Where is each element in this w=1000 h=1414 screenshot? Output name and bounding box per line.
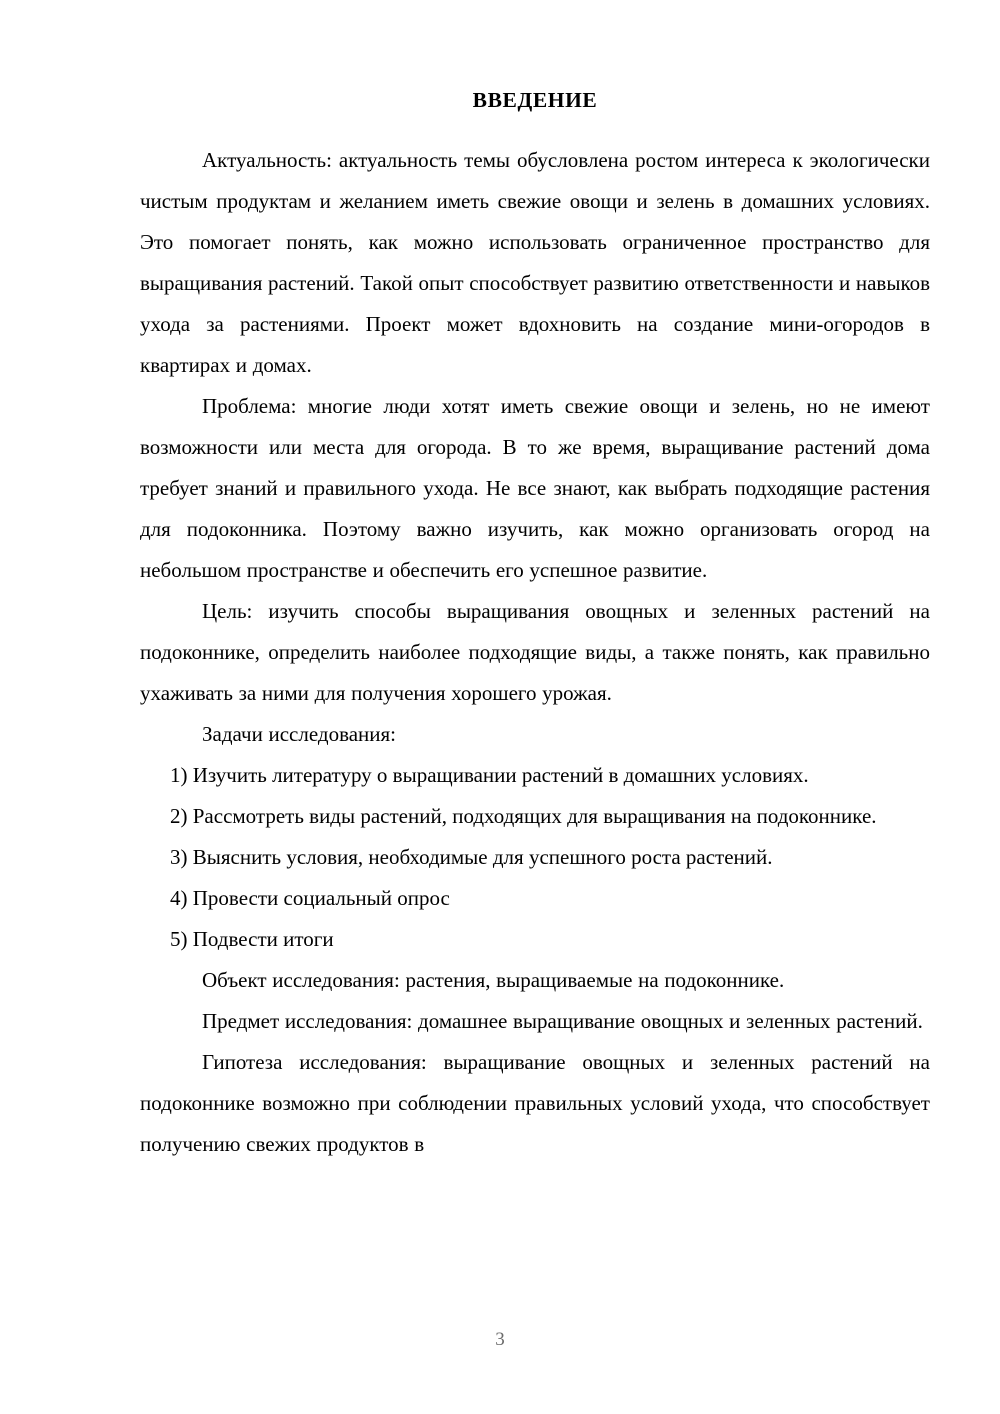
page-number: 3 bbox=[495, 1329, 505, 1350]
paragraph-tasks-heading: Задачи исследования: bbox=[202, 721, 396, 746]
paragraph-goal: Цель: изучить способы выращивания овощных и зеленных растений на подоконнике, определить наиболее подходящие виды, а также понять, как правильно ухаживать за ними для получения хорошего урожая. bbox=[140, 598, 930, 705]
task-item-3: 3) Выяснить условия, необходимые для успешного роста растений. bbox=[170, 844, 773, 869]
page-title: ВВЕДЕНИЕ bbox=[472, 88, 598, 112]
paragraph-object: Объект исследования: растения, выращиваемые на подоконнике. bbox=[202, 967, 785, 992]
task-item-4: 4) Провести социальный опрос bbox=[170, 885, 450, 910]
page-content bbox=[140, 88, 930, 1165]
task-item-5: 5) Подвести итоги bbox=[170, 926, 334, 951]
paragraph-problem: Проблема: многие люди хотят иметь свежие овощи и зелень, но не имеют возможности или места для огорода. В то же время, выращивание растений дома требует знаний и правильного ухода. Не все знают, как выбрать подходящие растения для подоконника. Поэтому важно изучить, как можно организовать огород на небольшом пространстве и обеспечить его успешное развитие. bbox=[140, 393, 930, 582]
paragraph-subject: Предмет исследования: домашнее выращивание овощных и зеленных растений. bbox=[202, 1008, 923, 1033]
paragraph-hypothesis: Гипотеза исследования: выращивание овощных и зеленных растений на подоконнике возможно при соблюдении правильных условий ухода, что способствует получению свежих продуктов в bbox=[140, 1049, 930, 1156]
paragraph-relevance: Актуальность: актуальность темы обусловлена ростом интереса к экологически чистым продуктам и желанием иметь свежие овощи и зелень в домашних условиях. Это помогает понять, как можно использовать ограниченное пространство для выращивания растений. Такой опыт способствует развитию ответственности и навыков ухода за растениями. Проект может вдохновить на создание мини-огородов в квартирах и домах. bbox=[140, 147, 930, 377]
task-item-2: 2) Рассмотреть виды растений, подходящих для выращивания на подоконнике. bbox=[170, 803, 877, 828]
task-item-1: 1) Изучить литературу о выращивании растений в домашних условиях. bbox=[170, 762, 809, 787]
